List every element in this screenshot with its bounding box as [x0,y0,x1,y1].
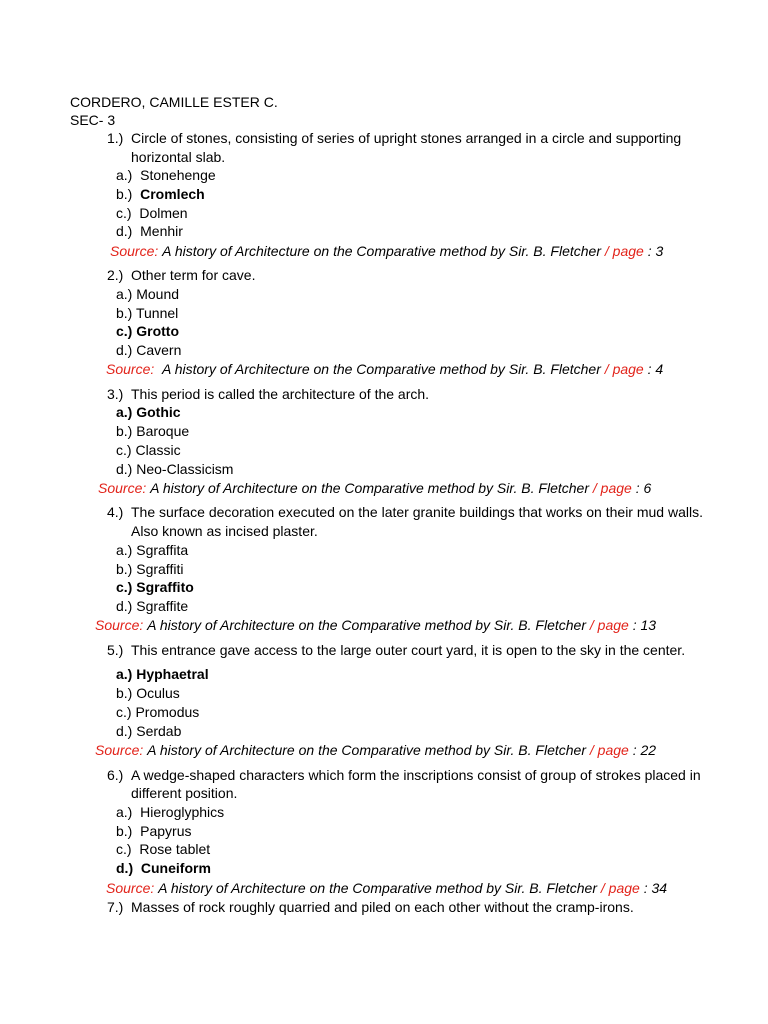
option-text-answer: Cromlech [140,186,205,202]
option-letter: b.) [116,823,133,839]
source-slash: / [604,361,609,377]
option-letter: a.) [116,542,133,558]
page-colon: : [632,617,637,633]
option-b [116,304,178,322]
option-a [116,803,224,821]
source-text: A history of Architecture on the Comparative method by Sir. B. Fletcher [162,361,601,377]
option-text-answer: Gothic [136,404,181,420]
option-c [116,703,199,721]
option-letter: a.) [116,286,133,302]
source-slash: / [600,880,605,896]
question-number: 2.) [107,267,124,283]
option-c-answer [116,322,179,340]
page-number: 6 [643,480,652,496]
option-text: Oculus [136,685,180,701]
option-letter: b.) [116,685,133,701]
source-citation [95,741,656,759]
option-letter: a.) [116,666,133,682]
option-b [116,185,205,203]
option-text: Rose tablet [139,841,211,857]
question-text-line: This entrance gave access to the large outer court yard, it is open to the sky in the center. [131,642,686,658]
option-c [116,441,181,459]
option-text: Serdab [136,723,182,739]
question-text-line: Circle of stones, consisting of series of upright stones arranged in a circle and supporting [131,130,682,146]
option-text: Baroque [136,423,190,439]
option-text: Dolmen [139,205,188,221]
option-d-answer [116,859,211,877]
question-number: 6.) [107,767,124,783]
page-number: 34 [651,880,668,896]
option-text: Hieroglyphics [140,804,225,820]
source-label: Source: [95,742,144,758]
question-number: 7.) [107,899,124,915]
page-colon: : [632,742,637,758]
question-text-line: A wedge-shaped characters which form the inscriptions consist of group of strokes placed in [131,767,701,783]
option-b [116,560,183,578]
page-label: page [612,361,644,377]
option-text: Mound [136,286,180,302]
page-colon: : [647,243,652,259]
option-text: Sgraffiti [136,561,184,577]
option-text: Neo-Classicism [136,461,234,477]
option-d [116,597,188,615]
source-label: Source: [98,480,147,496]
option-a [116,541,188,559]
option-text: Tunnel [135,305,179,321]
source-text: A history of Architecture on the Comparative method by Sir. B. Fletcher [158,880,597,896]
option-text: Cavern [136,342,182,358]
page-colon: : [647,361,652,377]
page-number: 4 [655,361,664,377]
question-text-line: This period is called the architecture of the arch. [131,386,430,402]
source-text: A history of Architecture on the Comparative method by Sir. B. Fletcher [147,617,586,633]
option-a [116,285,179,303]
option-d [116,722,181,740]
option-text-answer: Sgraffito [136,579,194,595]
page-colon: : [643,880,648,896]
source-citation [110,242,663,260]
page-number: 13 [640,617,657,633]
option-letter: c.) [116,205,132,221]
option-letter: c.) [116,841,132,857]
source-label: Source: [110,243,159,259]
option-letter: a.) [116,804,133,820]
option-a [116,166,216,184]
option-letter: d.) [116,723,133,739]
option-text: Papyrus [140,823,192,839]
option-text: Sgraffite [136,598,189,614]
option-text: Menhir [140,223,183,239]
option-b [116,422,189,440]
source-citation [106,879,667,897]
option-letter: c.) [116,323,133,339]
source-slash: / [592,480,597,496]
option-letter: a.) [116,404,133,420]
option-letter: b.) [116,305,133,321]
question-text-line: The surface decoration executed on the later granite buildings that works on their mud walls. [131,504,703,520]
option-letter: d.) [116,223,133,239]
question-text-line: different position. [131,785,238,801]
question-text-line: horizontal slab. [131,149,226,165]
question-number: 1.) [107,130,124,146]
option-text-answer: Cuneiform [140,860,211,876]
option-a-answer [116,403,181,421]
option-letter: b.) [116,186,133,202]
question-text-line: Also known as incised plaster. [131,523,318,539]
source-text: A history of Architecture on the Comparative method by Sir. B. Fletcher [147,742,586,758]
option-letter: d.) [116,860,134,876]
page-label: page [612,243,644,259]
page-number: 3 [655,243,664,259]
source-slash: / [589,617,594,633]
option-b [116,684,180,702]
option-letter: b.) [116,561,133,577]
page-label: page [608,880,640,896]
option-d [116,460,233,478]
source-citation [95,616,656,634]
question-number: 5.) [107,642,124,658]
source-text: A history of Architecture on the Comparative method by Sir. B. Fletcher [162,243,601,259]
option-letter: b.) [116,423,133,439]
option-c-answer [116,578,194,596]
section-label: SEC- 3 [70,112,116,128]
page-label: page [600,480,632,496]
option-letter: c.) [116,704,132,720]
source-citation [106,360,663,378]
option-letter: d.) [116,342,133,358]
source-label: Source: [106,880,155,896]
option-text-answer: Hyphaetral [136,666,209,682]
page-colon: : [635,480,640,496]
option-c [116,840,210,858]
option-letter: c.) [116,579,133,595]
question-number: 4.) [107,504,124,520]
page-label: page [597,742,629,758]
option-letter: d.) [116,598,133,614]
student-name: CORDERO, CAMILLE ESTER C. [70,94,278,110]
option-a-answer [116,665,209,683]
option-text: Stonehenge [140,167,216,183]
source-label: Source: [106,361,155,377]
source-text: A history of Architecture on the Comparative method by Sir. B. Fletcher [150,480,589,496]
option-letter: a.) [116,167,133,183]
source-label: Source: [95,617,144,633]
option-text: Promodus [135,704,200,720]
option-c [116,204,188,222]
option-d [116,222,183,240]
page-label: page [597,617,629,633]
option-text-answer: Grotto [136,323,179,339]
source-slash: / [604,243,609,259]
option-b [116,822,191,840]
option-letter: c.) [116,442,132,458]
question-number: 3.) [107,386,124,402]
option-letter: d.) [116,461,133,477]
option-text: Classic [135,442,181,458]
option-text: Sgraffita [136,542,189,558]
page-number: 22 [640,742,657,758]
source-citation [98,479,651,497]
question-text-line: Other term for cave. [131,267,256,283]
question-text-line: Masses of rock roughly quarried and piled on each other without the cramp-irons. [131,899,634,915]
option-d [116,341,181,359]
source-slash: / [589,742,594,758]
